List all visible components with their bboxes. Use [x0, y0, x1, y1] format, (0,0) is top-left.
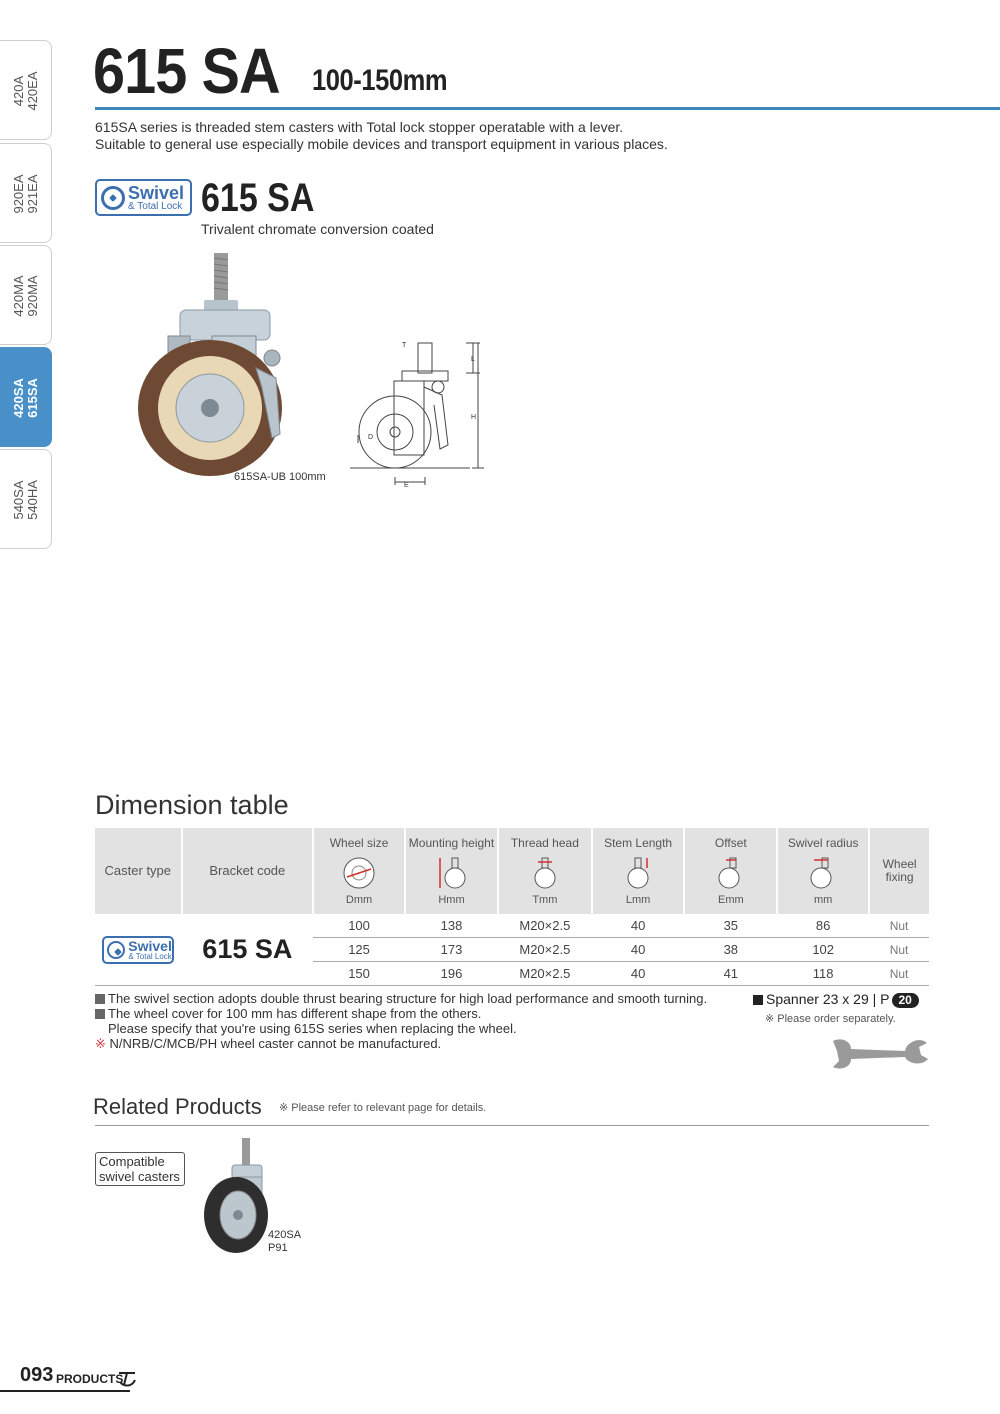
col-header-unit: Hmm — [438, 894, 465, 906]
tab-label: 420SA — [11, 378, 26, 418]
side-tab-920ea[interactable] — [0, 143, 52, 243]
dimension-table-title: Dimension table — [95, 790, 289, 820]
tab-label: 920EA — [11, 174, 26, 214]
table-cell: M20×2.5 — [498, 962, 592, 986]
note-text: Please specify that you're using 615S series when replacing the wheel. — [108, 1021, 517, 1036]
col-header-unit: Emm — [717, 894, 744, 906]
tab-label: 540SA — [11, 480, 26, 520]
page-title: 615 SA — [93, 35, 280, 107]
table-cell: 86 — [777, 914, 869, 938]
coating-note: Trivalent chromate conversion coated — [201, 221, 434, 237]
table-cell: 125 — [313, 938, 405, 962]
caster-type-cell — [95, 914, 182, 986]
spanner-info — [753, 991, 919, 1008]
drawing-label-e: E — [404, 482, 409, 489]
note-line — [95, 1036, 707, 1051]
drawing-label-h: H — [471, 414, 477, 421]
page-number: 093 — [20, 1364, 54, 1386]
dimension-table — [95, 828, 929, 986]
table-cell: M20×2.5 — [498, 938, 592, 962]
badge-title: Swivel — [128, 182, 185, 203]
spanner-icon — [825, 1033, 930, 1073]
spanner-text: Spanner 23 x 29 | P — [766, 991, 890, 1007]
related-products-title: Related Products — [93, 1094, 262, 1119]
related-products-note: ※ Please refer to relevant page for details. — [279, 1102, 487, 1114]
description-line: Suitable to general use especially mobile devices and transport equipment in various places. — [95, 136, 668, 152]
col-header-label: fixing — [885, 870, 914, 884]
related-item-name: 420SA — [268, 1229, 302, 1241]
col-header-label: Offset — [714, 836, 747, 850]
drawing-label-d: D — [368, 434, 374, 441]
col-header-label: Stem Length — [604, 836, 673, 850]
col-wheel-size — [313, 828, 405, 914]
compatible-label-line: swivel casters — [99, 1169, 180, 1184]
col-wheel-fixing — [869, 828, 929, 914]
swivel-total-lock-badge — [95, 179, 192, 216]
bullet-square-icon — [95, 994, 105, 1004]
description — [95, 119, 668, 153]
table-cell: 102 — [777, 938, 869, 962]
col-caster-type — [95, 828, 182, 914]
offset-icon — [714, 856, 748, 890]
col-header-label: Bracket code — [209, 863, 286, 878]
table-cell: 150 — [313, 962, 405, 986]
tab-label: 540HA — [25, 480, 40, 520]
side-tab-420sa[interactable] — [0, 347, 52, 447]
swivel-radius-icon — [806, 856, 840, 890]
compatible-label-line: Compatible — [99, 1154, 165, 1169]
table-cell: 40 — [592, 914, 685, 938]
col-header-label: Swivel radius — [787, 836, 859, 850]
stem-length-icon — [621, 856, 655, 890]
compatible-label — [95, 1152, 185, 1186]
col-stem-length — [592, 828, 685, 914]
footer-divider — [0, 1390, 130, 1392]
wheel-size-icon — [342, 856, 376, 890]
footer-label: PRODUCTS — [56, 1372, 124, 1386]
note-text: The wheel cover for 100 mm has different shape from the others. — [108, 1006, 482, 1021]
drawing-label-t: T — [402, 342, 407, 349]
order-note: ※ Please order separately. — [765, 1013, 896, 1025]
table-cell: M20×2.5 — [498, 914, 592, 938]
bullet-square-icon — [753, 995, 763, 1005]
note-text: N/NRB/C/MCB/PH wheel caster cannot be manufactured. — [105, 1036, 442, 1051]
col-thread-head — [498, 828, 592, 914]
brand-logo-icon — [116, 1367, 138, 1389]
note-text: The swivel section adopts double thrust bearing structure for high load performance and smooth turning. — [108, 991, 708, 1006]
side-tab-540sa[interactable] — [0, 449, 52, 549]
photo-caption: 615SA-UB 100mm — [234, 471, 326, 483]
table-cell: 173 — [405, 938, 498, 962]
tab-label: 420MA — [11, 275, 26, 317]
mounting-height-icon — [435, 856, 469, 890]
table-cell: 35 — [684, 914, 777, 938]
title-divider — [95, 107, 1000, 110]
table-cell: 196 — [405, 962, 498, 986]
drawing-label-l: L — [471, 356, 475, 363]
col-header-unit: Dmm — [345, 894, 373, 906]
col-mounting-height — [405, 828, 498, 914]
table-cell: 118 — [777, 962, 869, 986]
col-header-label: Thread head — [510, 836, 579, 850]
table-cell: 138 — [405, 914, 498, 938]
badge-subtitle: & Total Lock — [128, 200, 183, 212]
col-offset — [684, 828, 777, 914]
swivel-total-lock-badge — [102, 936, 174, 964]
dimension-drawing — [350, 335, 490, 490]
thread-head-icon — [528, 856, 562, 890]
tab-label: 920MA — [25, 275, 40, 317]
notes — [95, 991, 707, 1051]
table-cell: Nut — [869, 962, 929, 986]
side-tab-420a[interactable] — [0, 40, 52, 140]
swivel-icon — [107, 941, 125, 959]
table-cell: 41 — [684, 962, 777, 986]
col-header-label: Mounting height — [408, 836, 495, 850]
note-mark: ※ — [95, 1036, 106, 1051]
related-item-page: P91 — [268, 1242, 288, 1254]
badge-title: Swivel — [128, 937, 172, 954]
col-header-label: Caster type — [104, 863, 172, 878]
swivel-icon — [101, 186, 125, 210]
note-line — [95, 991, 707, 1006]
tab-label: 420A — [11, 75, 26, 107]
col-header-label: Wheel — [882, 857, 917, 871]
table-cell: Nut — [869, 914, 929, 938]
size-range: 100-150mm — [312, 64, 448, 97]
table-cell: Nut — [869, 938, 929, 962]
tab-label: 420EA — [25, 71, 40, 111]
table-cell: 40 — [592, 962, 685, 986]
side-tab-420ma[interactable] — [0, 245, 52, 345]
col-header-unit: Tmm — [532, 894, 558, 906]
col-header-unit: mm — [814, 894, 833, 906]
badge-subtitle: & Total Lock — [128, 951, 172, 961]
related-divider — [95, 1125, 929, 1126]
note-line — [95, 1006, 707, 1021]
table-cell: 40 — [592, 938, 685, 962]
model-name: 615 SA — [201, 176, 315, 220]
bullet-square-icon — [95, 1009, 105, 1019]
tab-label: 615SA — [25, 378, 40, 418]
col-swivel-radius — [777, 828, 869, 914]
table-row — [95, 914, 929, 938]
table-cell: 100 — [313, 914, 405, 938]
bracket-code-cell: 615 SA — [182, 914, 314, 986]
col-bracket-code — [182, 828, 314, 914]
tab-label: 921EA — [25, 174, 40, 214]
related-item-caption — [268, 1229, 301, 1255]
description-line: 615SA series is threaded stem casters with Total lock stopper operatable with a lever. — [95, 119, 624, 135]
table-cell: 38 — [684, 938, 777, 962]
caster-photo — [130, 248, 300, 488]
spanner-page-badge[interactable]: 20 — [892, 993, 919, 1008]
col-header-label: Wheel size — [329, 836, 389, 850]
col-header-unit: Lmm — [625, 894, 651, 906]
related-caster-photo[interactable] — [200, 1135, 275, 1257]
